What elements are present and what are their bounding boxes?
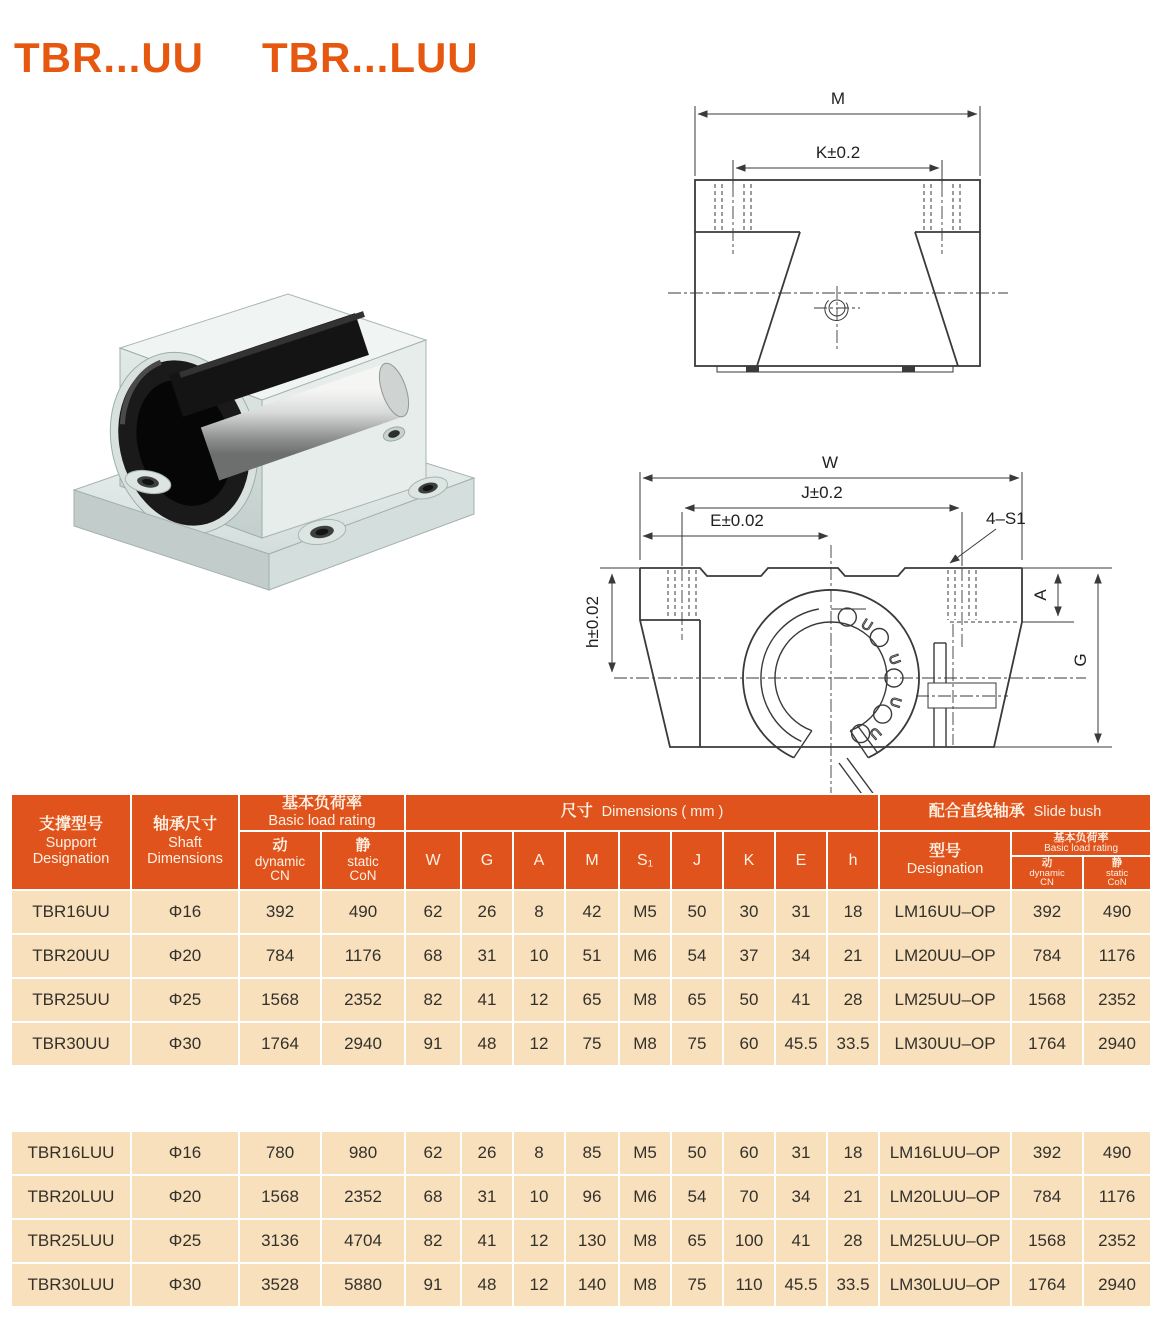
table-cell: 1764 [239,1022,321,1066]
table-cell: 1568 [1011,1219,1083,1263]
table-cell: 10 [513,934,565,978]
table-cell: 75 [671,1263,723,1307]
table-row [11,1175,1151,1219]
table-cell: 70 [723,1175,775,1219]
table-cell: 37 [723,934,775,978]
table-row [11,934,1151,978]
col-support: 支撑型号 Support Designation [11,794,131,890]
spec-table-uu [10,793,1152,1067]
table-cell: 110 [723,1263,775,1307]
col-bush-dynamic: 动 dynamic CN [1011,856,1083,890]
dim-label-a: A [1031,589,1050,601]
table-cell: 12 [513,1022,565,1066]
table-cell: 3136 [239,1219,321,1263]
col-bush-designation: 型号 Designation [879,831,1011,890]
table-cell: 130 [565,1219,619,1263]
col-static: 静 static CoN [321,831,405,890]
table-cell: 31 [775,890,827,934]
table-cell: 490 [321,890,405,934]
col-h: h [827,831,879,890]
table-cell: 392 [239,890,321,934]
table-cell: 784 [1011,934,1083,978]
page-title-right: TBR...LUU [262,34,479,81]
top-view-drawing [630,80,1160,400]
table-cell: 1568 [239,978,321,1022]
retainer-glyph: U [886,695,906,710]
table-cell: 65 [671,1219,723,1263]
col-a: A [513,831,565,890]
table-cell: LM16UU–OP [879,890,1011,934]
table-row [11,1219,1151,1263]
table-cell: Φ20 [131,934,239,978]
table-cell: 75 [671,1022,723,1066]
col-s1: S₁ [619,831,671,890]
table-cell: M6 [619,934,671,978]
table-cell: 2352 [1083,978,1151,1022]
table-cell: 12 [513,1263,565,1307]
table-cell: M8 [619,1022,671,1066]
retainer-glyph: U [858,615,876,635]
table-cell: 75 [565,1022,619,1066]
retainer-glyph: U [866,724,885,744]
table-cell: TBR25UU [11,978,131,1022]
table-cell: M5 [619,890,671,934]
table-cell: 48 [461,1263,513,1307]
table-cell: Φ25 [131,1219,239,1263]
table-cell: 2940 [1083,1263,1151,1307]
col-dynamic: 动 dynamic CN [239,831,321,890]
dim-label-g: G [1071,653,1090,667]
table-cell: 2352 [321,978,405,1022]
dim-label-k: K±0.2 [815,143,861,162]
table-cell: TBR20LUU [11,1175,131,1219]
table-cell: 65 [671,978,723,1022]
table-cell: 50 [671,890,723,934]
page-title-left: TBR...UU [14,34,204,81]
table-body-luu [11,1131,1151,1307]
col-shaft: 轴承尺寸 Shaft Dimensions [131,794,239,890]
col-g: G [461,831,513,890]
group-basic-load: 基本负荷率 Basic load rating [239,794,405,831]
table-cell: 784 [1011,1175,1083,1219]
table-cell: 980 [321,1131,405,1175]
table-cell: 31 [461,1175,513,1219]
table-cell: 48 [461,1022,513,1066]
table-cell: 780 [239,1131,321,1175]
table-cell: 82 [405,1219,461,1263]
table-cell: LM25LUU–OP [879,1219,1011,1263]
product-photo [64,238,484,594]
table-cell: 31 [461,934,513,978]
table-cell: 54 [671,934,723,978]
table-cell: 96 [565,1175,619,1219]
table-cell: 62 [405,890,461,934]
table-cell: Φ16 [131,1131,239,1175]
table-row [11,1131,1151,1175]
table-cell: 28 [827,978,879,1022]
table-cell: LM20LUU–OP [879,1175,1011,1219]
table-cell: M5 [619,1131,671,1175]
retainer-glyph: U [885,651,905,667]
group-slide-bush: 配合直线轴承 Slide bush [879,794,1151,831]
table-cell: 50 [723,978,775,1022]
col-j: J [671,831,723,890]
table-cell: 12 [513,978,565,1022]
table-cell: 12 [513,1219,565,1263]
page-title [14,34,479,82]
table-cell: 41 [775,978,827,1022]
table-cell: M8 [619,1219,671,1263]
table-cell: Φ30 [131,1263,239,1307]
table-cell: 45.5 [775,1022,827,1066]
table-cell: 490 [1083,890,1151,934]
col-e: E [775,831,827,890]
table-cell: 21 [827,934,879,978]
table-cell: 392 [1011,1131,1083,1175]
table-cell: 42 [565,890,619,934]
table-cell: 60 [723,1131,775,1175]
table-body-uu [11,890,1151,1066]
table-cell: 140 [565,1263,619,1307]
col-bush-static: 静 static CoN [1083,856,1151,890]
spec-table-luu [10,1130,1152,1308]
table-cell: 41 [775,1219,827,1263]
table-cell: 60 [723,1022,775,1066]
col-k: K [723,831,775,890]
table-row [11,890,1151,934]
table-cell: 41 [461,1219,513,1263]
table-cell: 50 [671,1131,723,1175]
table-row [11,1022,1151,1066]
table-cell: 2940 [321,1022,405,1066]
table-cell: 28 [827,1219,879,1263]
table-cell: 1764 [1011,1263,1083,1307]
table-cell: 91 [405,1263,461,1307]
table-cell: 30 [723,890,775,934]
table-cell: 5880 [321,1263,405,1307]
table-cell: 34 [775,1175,827,1219]
col-m: M [565,831,619,890]
hidden-hole-lines [715,184,960,230]
table-cell: 62 [405,1131,461,1175]
table-cell: M8 [619,1263,671,1307]
table-cell: LM25UU–OP [879,978,1011,1022]
table-cell: 4704 [321,1219,405,1263]
table-cell: LM30UU–OP [879,1022,1011,1066]
dim-label-m: M [830,89,846,108]
table-cell: 33.5 [827,1022,879,1066]
table-cell: 2352 [321,1175,405,1219]
group-bush-basic-load: 基本负荷率 Basic load rating [1011,831,1151,856]
table-header [11,794,1151,890]
table-cell: 51 [565,934,619,978]
table-cell: Φ20 [131,1175,239,1219]
front-view-drawing [560,450,1160,816]
table-cell: 18 [827,1131,879,1175]
table-row [11,1263,1151,1307]
table-cell: 8 [513,1131,565,1175]
table-cell: 91 [405,1022,461,1066]
table-cell: 33.5 [827,1263,879,1307]
table-cell: 54 [671,1175,723,1219]
table-cell: 26 [461,1131,513,1175]
table-cell: 85 [565,1131,619,1175]
col-w: W [405,831,461,890]
table-cell: 26 [461,890,513,934]
table-cell: 2352 [1083,1219,1151,1263]
table-cell: 68 [405,934,461,978]
table-cell: M8 [619,978,671,1022]
table-cell: TBR25LUU [11,1219,131,1263]
table-cell: 1568 [1011,978,1083,1022]
dim-label-j: J±0.2 [801,483,843,502]
hidden-hole-lines [668,570,976,620]
table-cell: M6 [619,1175,671,1219]
table-cell: 490 [1083,1131,1151,1175]
table-cell: 45.5 [775,1263,827,1307]
table-cell: 82 [405,978,461,1022]
table-cell: Φ30 [131,1022,239,1066]
table-cell: 1176 [1083,1175,1151,1219]
table-row [11,978,1151,1022]
table-cell: 65 [565,978,619,1022]
table-cell: LM20UU–OP [879,934,1011,978]
table-cell: 41 [461,978,513,1022]
table-cell: LM30LUU–OP [879,1263,1011,1307]
group-dimensions: 尺寸 Dimensions ( mm ) [405,794,879,831]
table-cell: 1764 [1011,1022,1083,1066]
table-cell: 100 [723,1219,775,1263]
table-cell: 31 [775,1131,827,1175]
table-cell: 21 [827,1175,879,1219]
table-cell: TBR30LUU [11,1263,131,1307]
dim-label-e: E±0.02 [710,511,764,530]
table-cell: TBR20UU [11,934,131,978]
table-cell: 34 [775,934,827,978]
table-cell: LM16LUU–OP [879,1131,1011,1175]
table-cell: 1176 [321,934,405,978]
table-cell: 1176 [1083,934,1151,978]
table-cell: Φ25 [131,978,239,1022]
table-cell: TBR30UU [11,1022,131,1066]
table-cell: TBR16LUU [11,1131,131,1175]
table-cell: 18 [827,890,879,934]
table-cell: 68 [405,1175,461,1219]
dim-label-h: h±0.02 [583,596,602,648]
table-cell: 2940 [1083,1022,1151,1066]
table-cell: 8 [513,890,565,934]
table-cell: 1568 [239,1175,321,1219]
table-cell: TBR16UU [11,890,131,934]
table-cell: 392 [1011,890,1083,934]
table-cell: 10 [513,1175,565,1219]
dim-label-s1: 4–S1 [986,509,1026,528]
table-cell: 3528 [239,1263,321,1307]
dim-label-w: W [821,453,839,472]
table-cell: 784 [239,934,321,978]
table-cell: Φ16 [131,890,239,934]
